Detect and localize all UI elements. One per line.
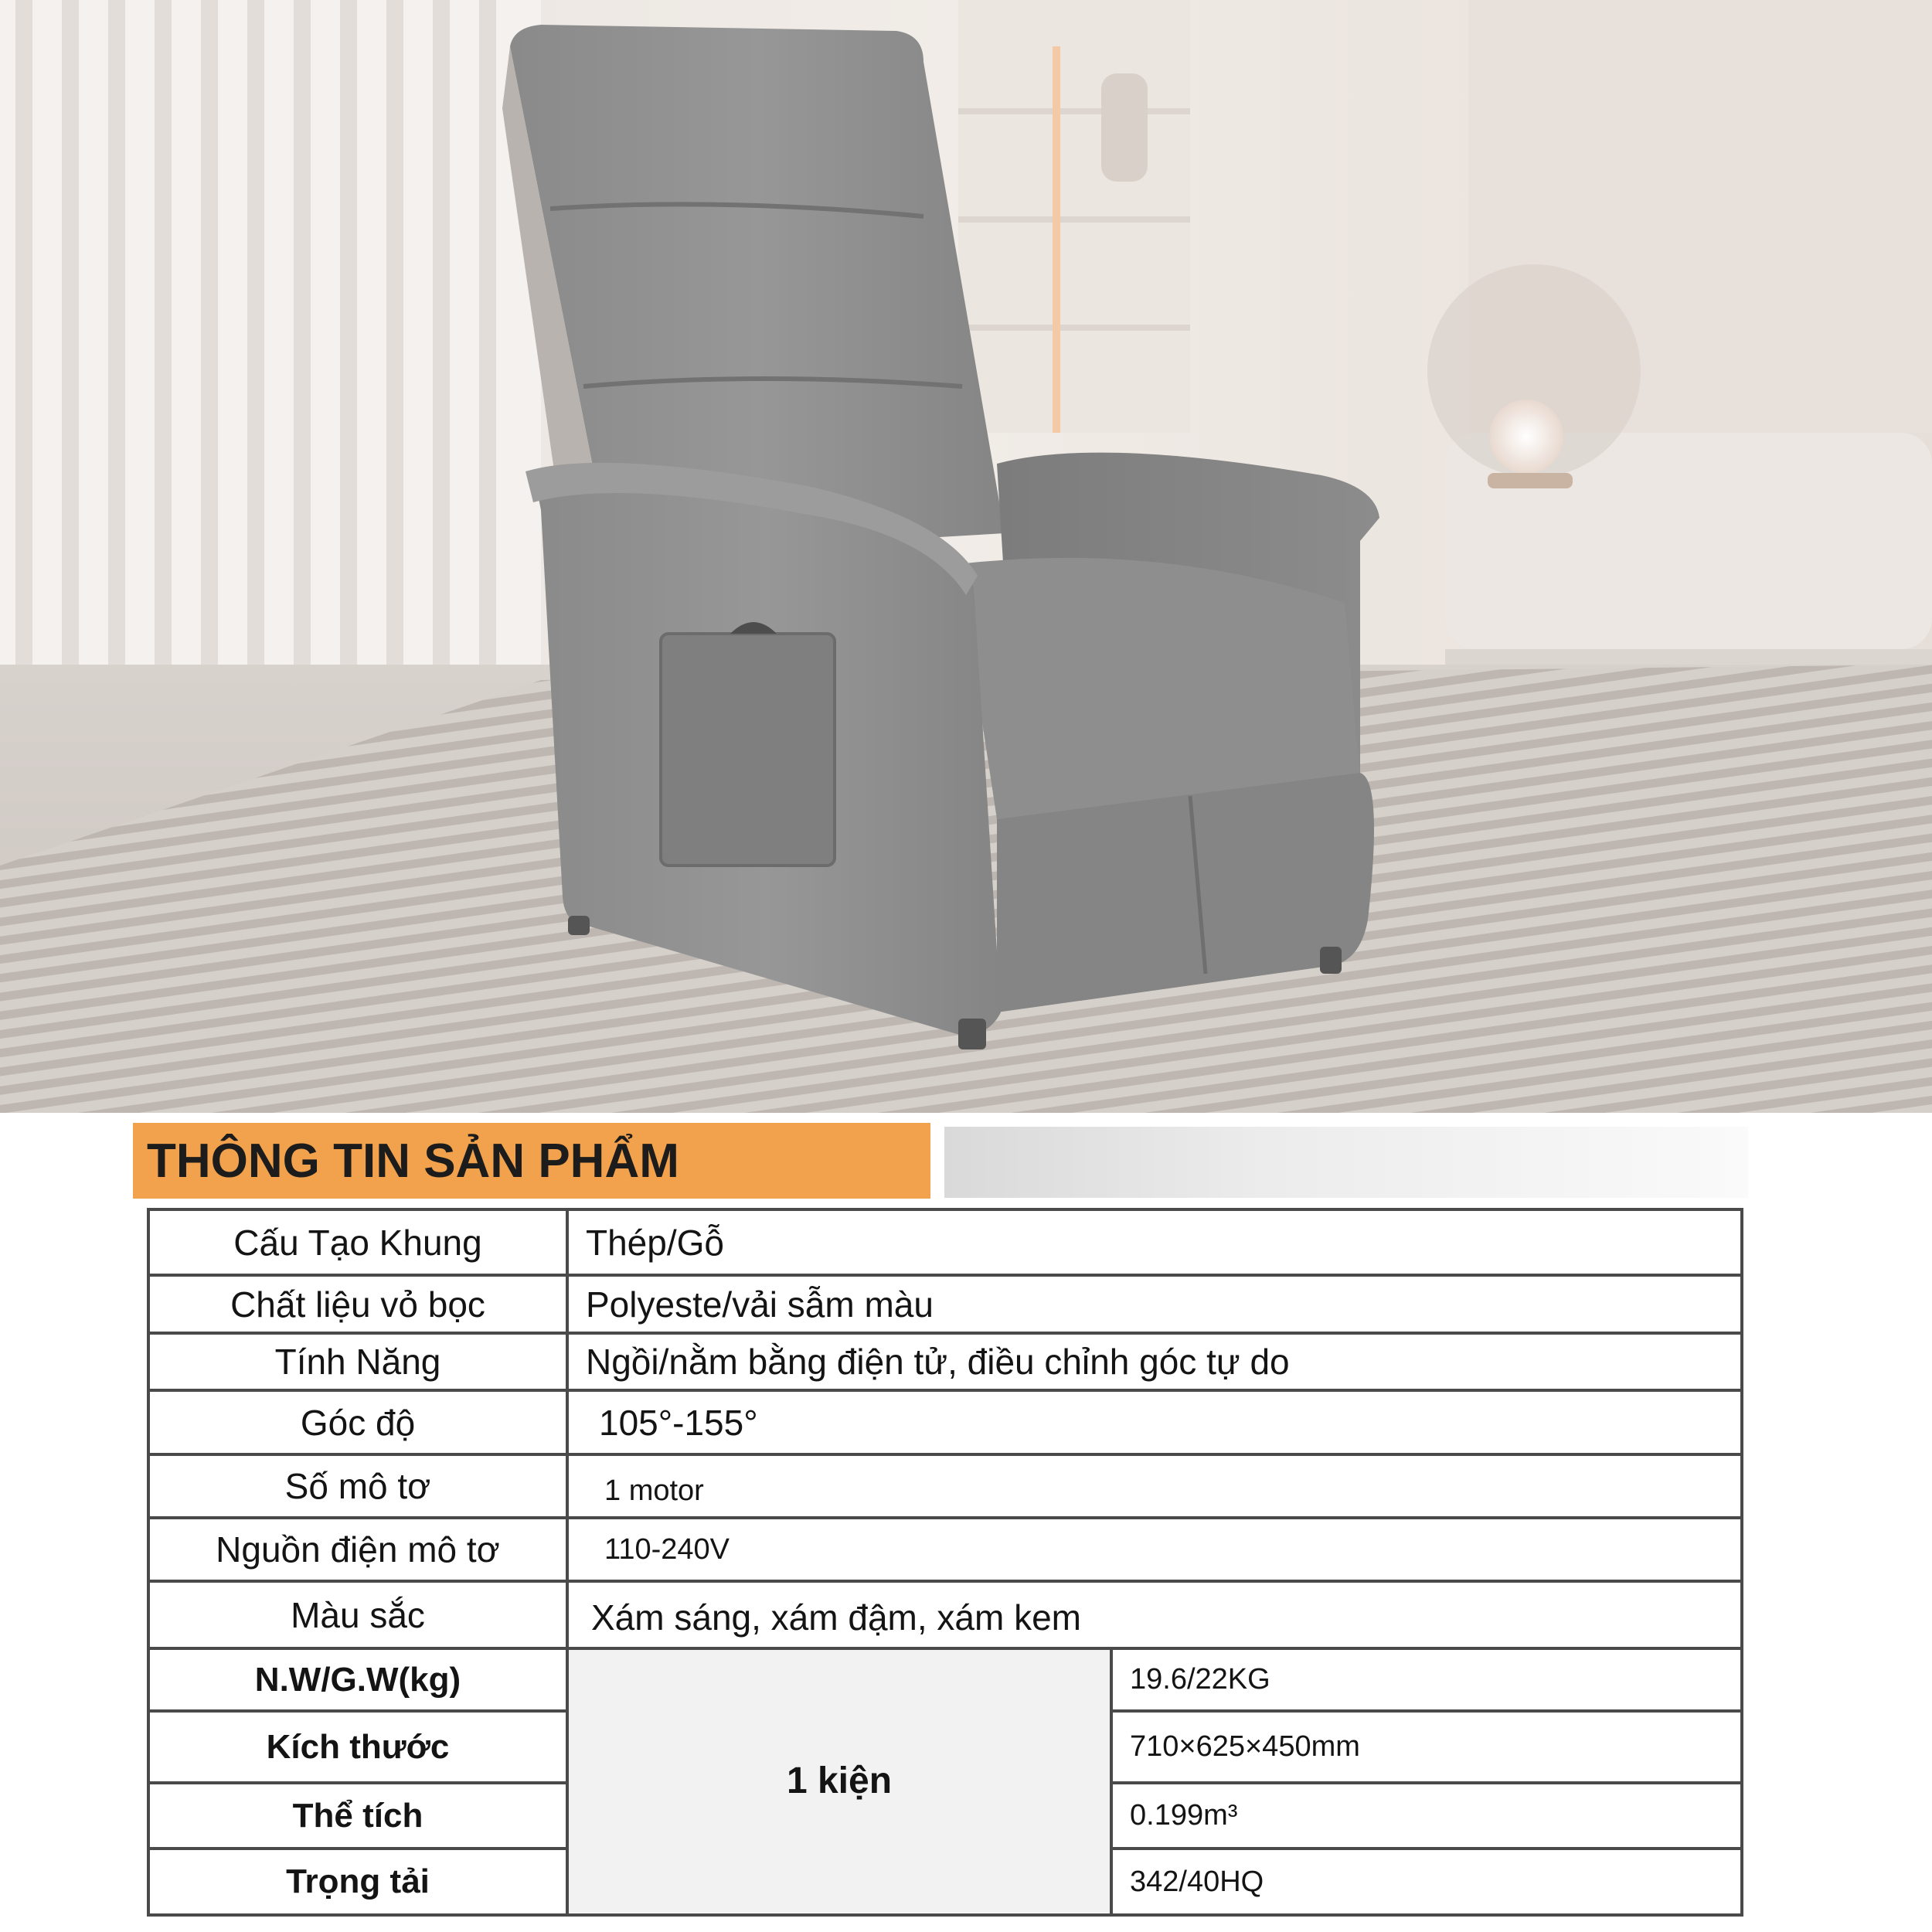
packing-value: 0.199m³ <box>1130 1799 1238 1832</box>
table-line <box>147 1913 1743 1917</box>
table-border-right <box>1740 1209 1743 1917</box>
spec-label: Nguồn điện mô tơ <box>216 1529 500 1570</box>
packing-value: 710×625×450mm <box>1130 1730 1360 1763</box>
spec-label: Cấu Tạo Khung <box>233 1222 482 1263</box>
packing-label: Kích thước <box>266 1727 450 1766</box>
section-title: THÔNG TIN SẢN PHẨM <box>147 1134 679 1188</box>
packing-group-value: 1 kiện <box>786 1760 893 1801</box>
header-decor-strip <box>944 1127 1748 1198</box>
packing-value: 19.6/22KG <box>1130 1663 1270 1696</box>
spec-label: Màu sắc <box>291 1594 425 1635</box>
spec-label: Số mô tơ <box>284 1466 431 1506</box>
spec-value: Ngồi/nằm bằng điện tử, điều chỉnh góc tự do <box>586 1342 1290 1382</box>
spec-value: Polyeste/vải sẫm màu <box>586 1284 934 1325</box>
spec-value: 110-240V <box>604 1532 730 1566</box>
spec-value: 1 motor <box>604 1474 704 1507</box>
packing-label: Trọng tải <box>286 1862 430 1900</box>
spec-value: 105°-155° <box>599 1402 758 1443</box>
spec-label: Góc độ <box>300 1402 416 1443</box>
packing-value: 342/40HQ <box>1130 1865 1264 1898</box>
spec-value: Xám sáng, xám đậm, xám kem <box>591 1597 1081 1638</box>
spec-label: Tính Năng <box>274 1342 441 1382</box>
spec-label: Chất liệu vỏ bọc <box>230 1284 485 1325</box>
packing-label: N.W/G.W(kg) <box>254 1660 461 1699</box>
spec-value: Thép/Gỗ <box>586 1222 724 1263</box>
packing-label: Thể tích <box>292 1796 423 1835</box>
